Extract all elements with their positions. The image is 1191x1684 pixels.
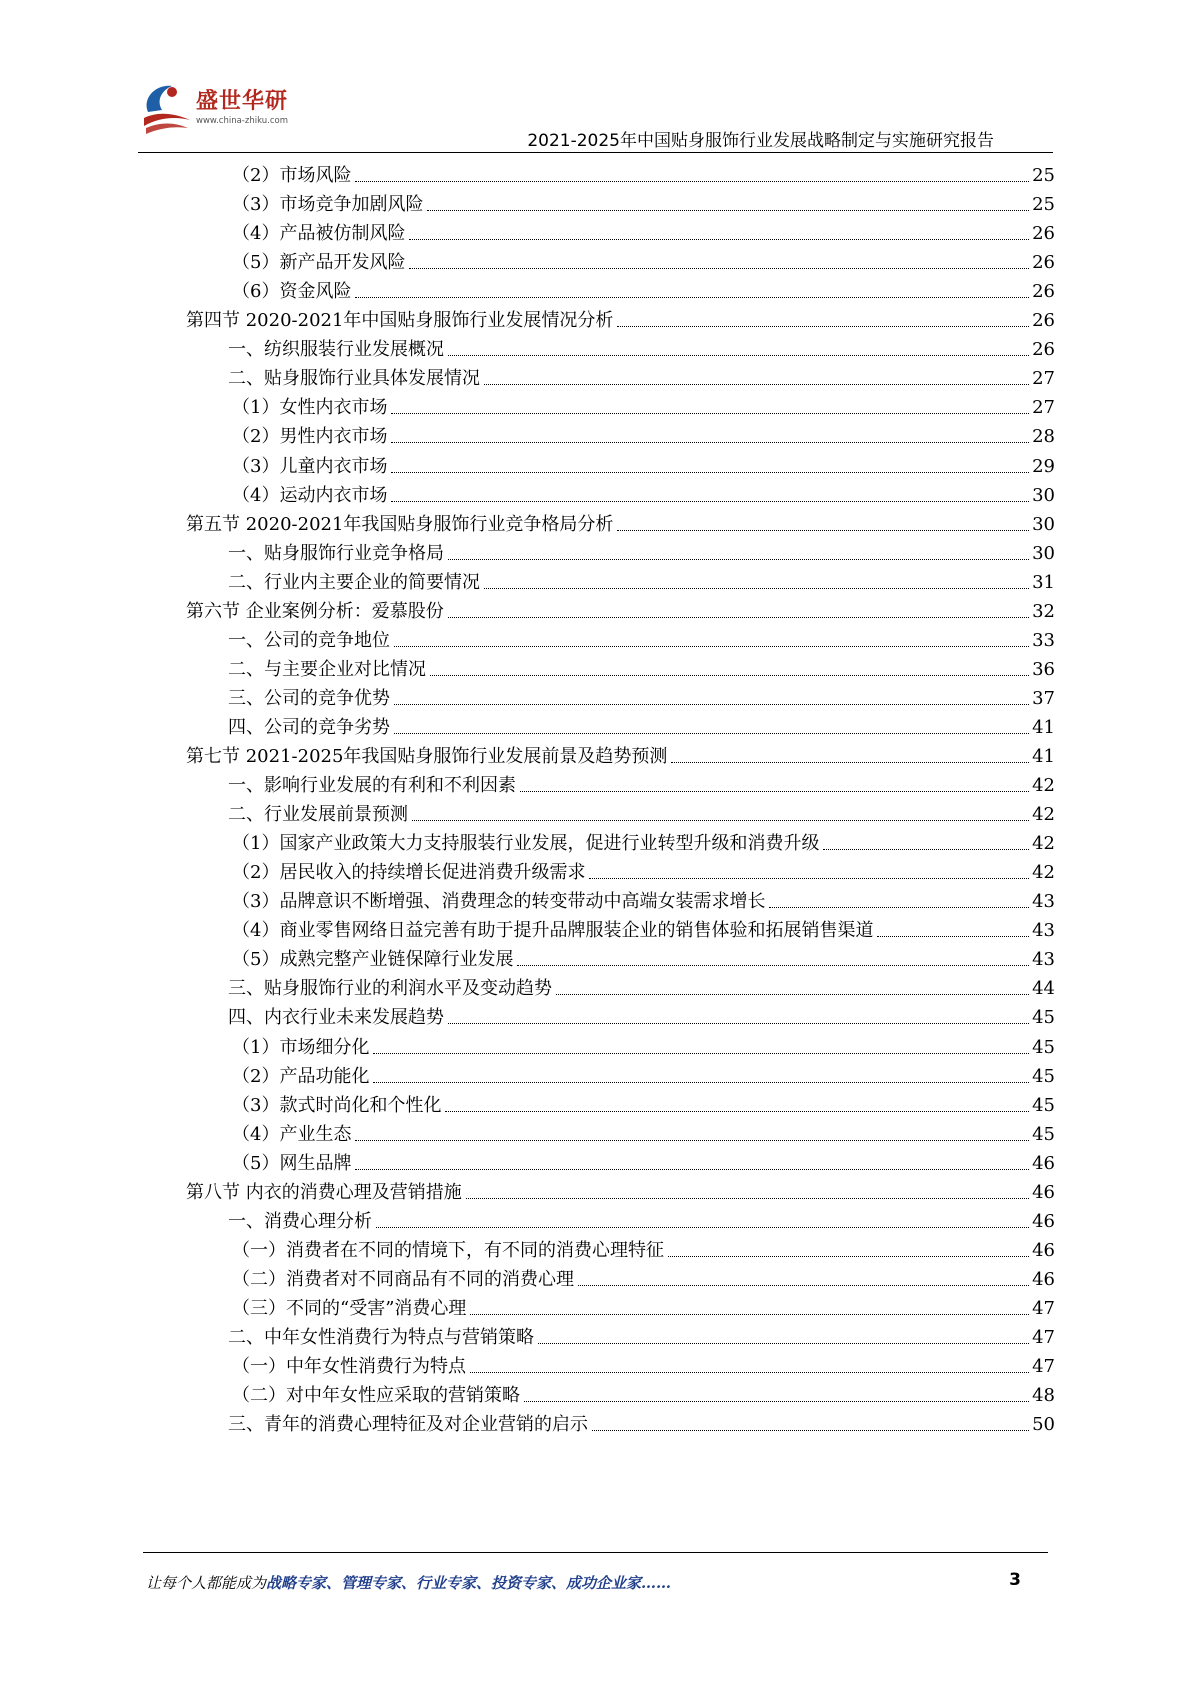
toc-entry[interactable] (228, 568, 1055, 595)
toc-entry-title: 三、贴身服饰行业的利润水平及变动趋势 (228, 978, 552, 1000)
toc-entry-title: （1）女性内衣市场 (232, 397, 388, 419)
toc-dot-leader (448, 1023, 1029, 1024)
toc-entry-title: （4）运动内衣市场 (232, 484, 388, 506)
toc-entry-page: 48 (1032, 1385, 1055, 1407)
toc-dot-leader (671, 762, 1029, 763)
toc-entry[interactable] (232, 277, 1055, 304)
toc-dot-leader (524, 1401, 1029, 1402)
toc-entry[interactable] (228, 684, 1055, 711)
toc-entry-title: （2）居民收入的持续增长促进消费升级需求 (232, 862, 586, 884)
toc-dot-leader (409, 268, 1029, 269)
toc-entry-page: 30 (1032, 542, 1055, 564)
toc-entry-title: （5）成熟完整产业链保障行业发展 (232, 949, 514, 971)
toc-entry[interactable] (228, 539, 1055, 566)
toc-entry[interactable] (232, 1381, 1055, 1408)
toc-entry[interactable] (186, 742, 1055, 769)
page-number: 3 (1009, 1570, 1021, 1590)
toc-entry[interactable] (228, 1323, 1055, 1350)
toc-entry-page: 26 (1032, 223, 1055, 245)
toc-entry[interactable] (232, 945, 1055, 972)
toc-entry[interactable] (186, 597, 1055, 624)
toc-entry-title: （2）产品功能化 (232, 1065, 370, 1087)
toc-entry-page: 45 (1032, 1123, 1055, 1145)
toc-entry-title: （1）市场细分化 (232, 1036, 370, 1058)
toc-entry-title: 二、行业发展前景预测 (228, 804, 408, 826)
toc-dot-leader (470, 1372, 1029, 1373)
toc-entry-title: （5）新产品开发风险 (232, 252, 406, 274)
toc-entry[interactable] (232, 452, 1055, 479)
toc-entry-page: 32 (1032, 600, 1055, 622)
toc-entry[interactable] (232, 887, 1055, 914)
toc-entry-title: 二、行业内主要企业的简要情况 (228, 571, 480, 593)
toc-entry[interactable] (228, 1410, 1055, 1437)
toc-dot-leader (391, 501, 1029, 502)
toc-entry-page: 43 (1032, 920, 1055, 942)
footer-slogan (146, 1572, 671, 1593)
toc-entry[interactable] (228, 364, 1055, 391)
logo-emblem-icon (138, 78, 198, 140)
toc-dot-leader (769, 907, 1029, 908)
toc-entry-page: 37 (1032, 687, 1055, 709)
toc-entry-page: 26 (1032, 281, 1055, 303)
toc-dot-leader (592, 1430, 1029, 1431)
toc-entry-title: （1）国家产业政策大力支持服装行业发展，促进行业转型升级和消费升级 (232, 833, 820, 855)
toc-dot-leader (373, 1053, 1029, 1054)
toc-entry-title: 三、青年的消费心理特征及对企业营销的启示 (228, 1414, 588, 1436)
toc-entry-page: 26 (1032, 310, 1055, 332)
toc-dot-leader (355, 1140, 1029, 1141)
toc-dot-leader (391, 442, 1029, 443)
toc-entry-title: （6）资金风险 (232, 281, 352, 303)
toc-entry[interactable] (232, 1352, 1055, 1379)
toc-dot-leader (520, 791, 1029, 792)
toc-entry[interactable] (228, 1003, 1055, 1030)
toc-entry[interactable] (232, 1265, 1055, 1292)
toc-entry-page: 46 (1032, 1181, 1055, 1203)
toc-entry[interactable] (232, 422, 1055, 449)
toc-entry[interactable] (232, 1294, 1055, 1321)
toc-entry-title: 四、内衣行业未来发展趋势 (228, 1007, 444, 1029)
toc-dot-leader (412, 820, 1029, 821)
report-title: 2021-2025年中国贴身服饰行业发展战略制定与实施研究报告 (527, 131, 994, 151)
toc-entry-page: 50 (1032, 1414, 1055, 1436)
toc-entry-title: （3）款式时尚化和个性化 (232, 1094, 442, 1116)
toc-entry-page: 33 (1032, 629, 1055, 651)
toc-entry-title: 一、影响行业发展的有利和不利因素 (228, 775, 516, 797)
toc-entry-title: 第四节 2020-2021年中国贴身服饰行业发展情况分析 (186, 310, 614, 332)
toc-entry-page: 46 (1032, 1152, 1055, 1174)
toc-entry-title: 二、中年女性消费行为特点与营销策略 (228, 1327, 534, 1348)
toc-entry[interactable] (232, 829, 1055, 856)
footer-slogan-prefix: 让每个人都能成为 (146, 1574, 267, 1592)
toc-entry-title: （2）男性内衣市场 (232, 426, 388, 448)
toc-entry-page: 42 (1032, 804, 1055, 826)
toc-dot-leader (484, 588, 1029, 589)
toc-entry[interactable] (228, 1207, 1055, 1234)
toc-entry-page: 29 (1032, 455, 1055, 477)
toc-dot-leader (376, 1227, 1029, 1228)
toc-dot-leader (391, 413, 1029, 414)
toc-entry-title: （三）不同的“受害”消费心理 (232, 1297, 467, 1319)
toc-entry-title: （一）消费者在不同的情境下，有不同的消费心理特征 (232, 1239, 664, 1261)
toc-entry[interactable] (232, 219, 1055, 246)
toc-dot-leader (355, 181, 1029, 182)
toc-entry[interactable] (186, 1178, 1055, 1205)
toc-entry-page: 42 (1032, 862, 1055, 884)
toc-entry-page: 45 (1032, 1094, 1055, 1116)
toc-entry[interactable] (186, 306, 1055, 333)
toc-dot-leader (466, 1198, 1029, 1199)
toc-entry-page: 36 (1032, 658, 1055, 680)
toc-entry[interactable] (232, 1120, 1055, 1147)
toc-entry-title: 一、消费心理分析 (228, 1210, 372, 1232)
toc-entry-title: 二、与主要企业对比情况 (228, 658, 426, 680)
toc-entry-page: 27 (1032, 397, 1055, 419)
toc-entry-page: 30 (1032, 484, 1055, 506)
toc-entry-title: （5）网生品牌 (232, 1152, 352, 1174)
toc-entry-title: （4）商业零售网络日益完善有助于提升品牌服装企业的销售体验和拓展销售渠道 (232, 920, 874, 942)
toc-dot-leader (877, 936, 1029, 937)
toc-entry-page: 42 (1032, 775, 1055, 797)
toc-entry-title: 四、公司的竞争劣势 (228, 716, 390, 738)
toc-entry-page: 26 (1032, 339, 1055, 361)
toc-dot-leader (578, 1285, 1029, 1286)
toc-dot-leader (394, 733, 1029, 734)
toc-entry-title: 一、公司的竞争地位 (228, 629, 390, 651)
toc-entry-title: （2）市场风险 (232, 165, 352, 186)
toc-entry-page: 46 (1032, 1268, 1055, 1290)
toc-entry-title: 第七节 2021-2025年我国贴身服饰行业发展前景及趋势预测 (186, 746, 668, 767)
toc-dot-leader (448, 355, 1029, 356)
toc-entry[interactable] (228, 626, 1055, 653)
toc-entry-title: （3）儿童内衣市场 (232, 455, 388, 477)
toc-entry-page: 41 (1032, 746, 1055, 767)
toc-dot-leader (427, 210, 1029, 211)
toc-entry-title: 第五节 2020-2021年我国贴身服饰行业竞争格局分析 (186, 513, 614, 535)
toc-dot-leader (484, 384, 1029, 385)
toc-dot-leader (394, 646, 1029, 647)
toc-dot-leader (394, 704, 1029, 705)
footer-slogan-highlight: 战略专家、管理专家、行业专家、投资专家、成功企业家…… (266, 1574, 672, 1592)
toc-entry-page: 47 (1032, 1356, 1055, 1378)
toc-entry[interactable] (232, 190, 1055, 217)
toc-dot-leader (448, 617, 1029, 618)
toc-entry[interactable] (232, 858, 1055, 885)
toc-dot-leader (538, 1343, 1029, 1344)
toc-entry-title: （3）市场竞争加剧风险 (232, 194, 424, 216)
toc-entry[interactable] (232, 1062, 1055, 1089)
header-divider (138, 152, 1053, 153)
toc-dot-leader (668, 1256, 1029, 1257)
toc-dot-leader (617, 326, 1029, 327)
toc-dot-leader (517, 965, 1029, 966)
toc-entry-title: （4）产品被仿制风险 (232, 223, 406, 245)
toc-entry[interactable] (232, 248, 1055, 275)
toc-entry[interactable] (232, 1149, 1055, 1176)
toc-entry-page: 41 (1032, 716, 1055, 738)
toc-dot-leader (430, 675, 1029, 676)
toc-entry[interactable] (232, 1091, 1055, 1118)
toc-entry-page: 45 (1032, 1065, 1055, 1087)
toc-entry-title: 三、公司的竞争优势 (228, 687, 390, 709)
toc-dot-leader (445, 1111, 1029, 1112)
toc-dot-leader (373, 1082, 1029, 1083)
toc-entry[interactable] (232, 916, 1055, 943)
toc-entry[interactable] (228, 335, 1055, 362)
brand-url: www.china-zhiku.com (196, 116, 288, 126)
toc-dot-leader (556, 994, 1029, 995)
toc-entry-page: 43 (1032, 949, 1055, 971)
toc-entry-title: （二）对中年女性应采取的营销策略 (232, 1385, 520, 1407)
toc-entry-page: 46 (1032, 1210, 1055, 1232)
toc-entry[interactable] (228, 800, 1055, 827)
toc-entry-page: 31 (1032, 571, 1055, 593)
toc-entry[interactable] (228, 713, 1055, 740)
toc-entry-title: （4）产业生态 (232, 1123, 352, 1145)
toc-entry-page: 27 (1032, 368, 1055, 390)
toc-dot-leader (448, 559, 1029, 560)
toc-dot-leader (355, 297, 1029, 298)
toc-entry-page: 45 (1032, 1036, 1055, 1058)
toc-entry-page: 46 (1032, 1239, 1055, 1261)
toc-entry-page: 28 (1032, 426, 1055, 448)
toc-entry-page: 25 (1032, 165, 1055, 186)
toc-entry-title: 第八节 内衣的消费心理及营销措施 (186, 1181, 462, 1203)
toc-entry-page: 26 (1032, 252, 1055, 274)
toc-entry[interactable] (232, 481, 1055, 508)
toc-entry-page: 30 (1032, 513, 1055, 535)
toc-entry-page: 43 (1032, 891, 1055, 913)
toc-entry-title: 二、贴身服饰行业具体发展情况 (228, 368, 480, 390)
toc-entry-page: 44 (1032, 978, 1055, 1000)
toc-entry[interactable] (228, 974, 1055, 1001)
toc-entry-page: 47 (1032, 1297, 1055, 1319)
toc-entry-title: 一、纺织服装行业发展概况 (228, 339, 444, 361)
toc-dot-leader (355, 1169, 1029, 1170)
toc-entry[interactable] (228, 655, 1055, 682)
toc-dot-leader (617, 530, 1029, 531)
toc-dot-leader (391, 472, 1029, 473)
toc-entry-title: 一、贴身服饰行业竞争格局 (228, 542, 444, 564)
toc-entry-title: （一）中年女性消费行为特点 (232, 1356, 466, 1378)
toc-entry-page: 25 (1032, 194, 1055, 216)
toc-entry-title: （二）消费者对不同商品有不同的消费心理 (232, 1268, 574, 1290)
toc-dot-leader (589, 878, 1029, 879)
toc-entry-page: 45 (1032, 1007, 1055, 1029)
toc-entry[interactable] (228, 771, 1055, 798)
toc-dot-leader (470, 1314, 1029, 1315)
toc-dot-leader (409, 239, 1029, 240)
toc-entry[interactable] (232, 393, 1055, 420)
brand-logo (138, 78, 318, 148)
toc-dot-leader (823, 849, 1029, 850)
toc-entry-title: （3）品牌意识不断增强、消费理念的转变带动中高端女装需求增长 (232, 891, 766, 913)
footer-divider (143, 1552, 1048, 1553)
brand-name: 盛世华研 (196, 89, 289, 114)
toc-entry[interactable] (186, 510, 1055, 537)
toc-entry-page: 47 (1032, 1327, 1055, 1348)
toc-entry[interactable] (232, 161, 1055, 188)
toc-entry[interactable] (232, 1033, 1055, 1060)
toc-entry-page: 42 (1032, 833, 1055, 855)
toc-entry-title: 第六节 企业案例分析：爱慕股份 (186, 600, 444, 622)
toc-entry[interactable] (232, 1236, 1055, 1263)
